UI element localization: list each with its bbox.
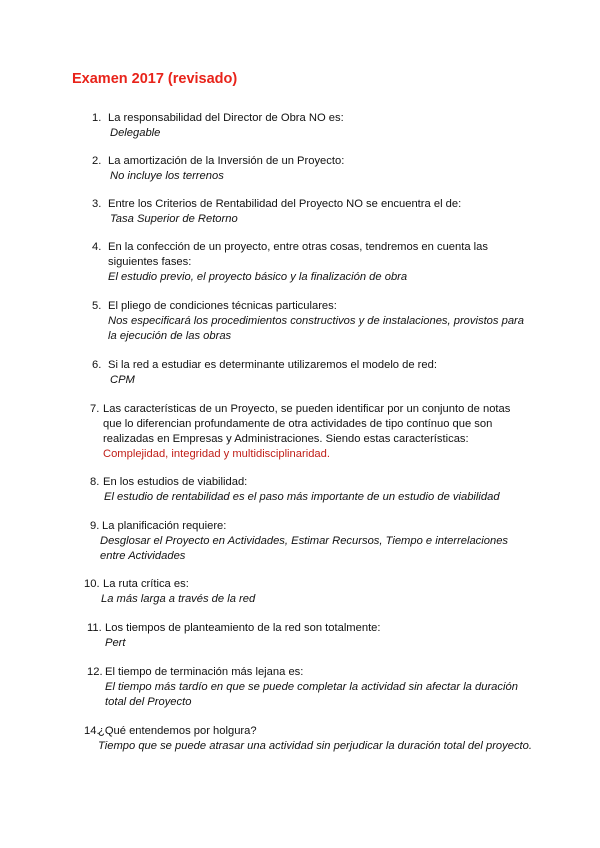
question-11 — [87, 621, 525, 651]
question-text: ¿Qué entendemos por holgura? — [98, 725, 257, 737]
question-number: 2. — [92, 155, 102, 167]
question-answer: El estudio previo, el proyecto básico y la finalización de obra — [108, 271, 408, 283]
question-number: 6. — [92, 359, 102, 371]
question-answer-highlighted: Complejidad, integridad y multidisciplinaridad. — [103, 448, 330, 460]
question-answer: Pert — [105, 637, 126, 649]
question-10 — [84, 577, 523, 607]
question-answer: Tasa Superior de Retorno — [110, 213, 238, 225]
question-text: El pliego de condiciones técnicas particulares: — [108, 300, 337, 312]
question-number: 9. — [90, 520, 100, 532]
question-number: 14. — [84, 725, 100, 737]
question-9 — [90, 519, 520, 564]
question-2 — [92, 154, 528, 184]
question-answer: Nos especificará los procedimientos constructivos y de instalaciones, provistos para la ejecución de las obras — [108, 315, 524, 342]
question-number: 7. — [90, 403, 100, 415]
question-number: 10. — [84, 578, 100, 590]
question-5 — [92, 299, 528, 344]
question-number: 12. — [87, 666, 103, 678]
question-number: 1. — [92, 112, 102, 124]
question-text: En los estudios de viabilidad: — [103, 476, 248, 488]
question-answer: Tiempo que se puede atrasar una actividad sin perjudicar la duración total del proyecto. — [98, 740, 532, 752]
question-text: En la confección de un proyecto, entre otras cosas, tendremos en cuenta las siguientes fases: — [108, 241, 488, 268]
question-text: Si la red a estudiar es determinante utilizaremos el modelo de red: — [108, 359, 437, 371]
question-text: La amortización de la Inversión de un Proyecto: — [108, 155, 345, 167]
question-12 — [87, 665, 525, 710]
question-number: 11. — [87, 622, 102, 634]
question-1 — [92, 111, 528, 141]
question-8 — [90, 475, 523, 505]
question-text: Las características de un Proyecto, se pueden identificar por un conjunto de notas que lo diferencian profundamente de otra actividades de tipo contínuo que son realizadas en Empresas y Administraciones. Siendo estas características: — [103, 403, 511, 445]
question-3 — [92, 197, 528, 227]
question-number: 4. — [92, 241, 102, 253]
question-answer: El tiempo más tardío en que se puede completar la actividad sin afectar la duración total del Proyecto — [105, 681, 518, 708]
question-text: Entre los Criterios de Rentabilidad del Proyecto NO se encuentra el de: — [108, 198, 462, 210]
question-number: 5. — [92, 300, 102, 312]
question-14 — [84, 724, 538, 754]
question-6 — [92, 358, 528, 388]
question-answer: No incluye los terrenos — [110, 170, 224, 182]
question-number: 3. — [92, 198, 102, 210]
question-text: La ruta crítica es: — [103, 578, 189, 590]
question-7 — [90, 402, 518, 462]
question-number: 8. — [90, 476, 100, 488]
question-4 — [92, 240, 508, 285]
document-title: Examen 2017 (revisado) — [72, 71, 238, 87]
question-answer: Delegable — [110, 127, 161, 139]
question-answer: Desglosar el Proyecto en Actividades, Estimar Recursos, Tiempo e interrelaciones entre Actividades — [100, 535, 509, 562]
question-answer: La más larga a través de la red — [101, 593, 256, 605]
question-text: El tiempo de terminación más lejana es: — [105, 666, 304, 678]
question-text: La planificación requiere: — [102, 520, 227, 532]
question-answer: El estudio de rentabilidad es el paso más importante de un estudio de viabilidad — [104, 491, 500, 503]
question-answer: CPM — [110, 374, 135, 386]
question-text: Los tiempos de planteamiento de la red son totalmente: — [105, 622, 381, 634]
question-text: La responsabilidad del Director de Obra NO es: — [108, 112, 344, 124]
